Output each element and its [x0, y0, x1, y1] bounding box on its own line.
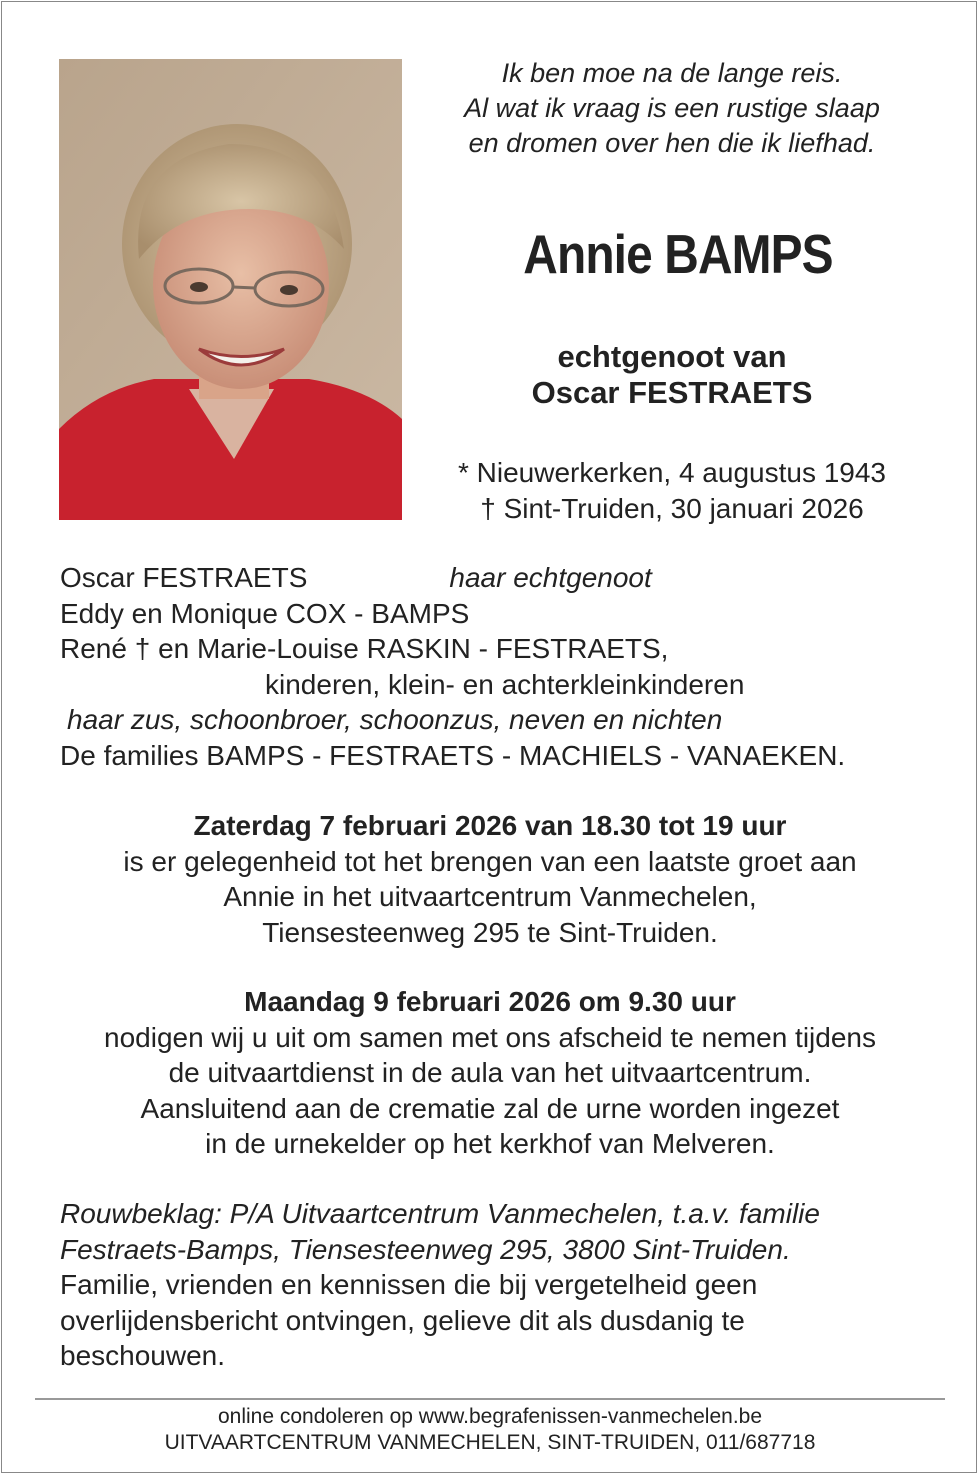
visitation-block — [40, 808, 940, 950]
condolence-address-line: Rouwbeklag: P/A Uitvaartcentrum Vanmechelen, t.a.v. familie — [60, 1198, 820, 1229]
notes-block — [60, 1196, 940, 1374]
notice-line: beschouwen. — [60, 1340, 226, 1371]
notice-line: overlijdensbericht ontvingen, gelieve dit als dusdanig te — [60, 1304, 745, 1336]
visitation-line: Annie in het uitvaartcentrum Vanmechelen, — [223, 881, 757, 912]
footer-contact: UITVAARTCENTRUM VANMECHELEN, SINT-TRUIDEN, 011/687718 — [164, 1431, 816, 1454]
deceased-name: Annie BAMPS — [523, 223, 833, 285]
visitation-line: is er gelegenheid tot het brengen van een laatste groet aan — [123, 845, 857, 877]
service-line: nodigen wij u uit om samen met ons afscheid te nemen tijdens — [104, 1021, 876, 1053]
family-name: Oscar FESTRAETS — [60, 562, 308, 593]
service-heading: Maandag 9 februari 2026 om 9.30 uur — [244, 986, 736, 1017]
poem-line: en dromen over hen die ik liefhad. — [468, 128, 876, 158]
service-line: Aansluitend aan de crematie zal de urne worden ingezet — [140, 1092, 840, 1124]
spouse-info — [420, 339, 924, 411]
birth-date: * Nieuwerkerken, 4 augustus 1943 — [457, 457, 887, 488]
family-line: De families BAMPS - FESTRAETS - MACHIELS - VANAEKEN. — [60, 739, 846, 771]
service-line: in de urnekelder op het kerkhof van Melveren. — [205, 1128, 775, 1159]
spouse-label: echtgenoot van — [557, 339, 787, 374]
poem-line: Al wat ik vraag is een rustige slaap — [464, 93, 880, 123]
poem-line: Ik ben moe na de lange reis. — [501, 58, 843, 88]
service-line: de uitvaartdienst in de aula van het uitvaartcentrum. — [168, 1057, 812, 1088]
life-dates — [420, 455, 924, 527]
family-line: kinderen, klein- en achterkleinkinderen — [265, 668, 745, 700]
family-line — [60, 560, 940, 596]
family-role: haar echtgenoot — [449, 562, 652, 593]
portrait-photo — [59, 59, 402, 520]
footer-website: online condoleren op www.begrafenissen-vanmechelen.be — [217, 1405, 763, 1428]
death-date: † Sint-Truiden, 30 januari 2026 — [480, 493, 864, 524]
footer — [40, 1404, 940, 1456]
footer-divider — [35, 1398, 945, 1400]
notice-line: Familie, vrienden en kennissen die bij vergetelheid geen — [60, 1269, 758, 1300]
visitation-line: Tiensesteenweg 295 te Sint-Truiden. — [262, 916, 718, 948]
visitation-heading: Zaterdag 7 februari 2026 van 18.30 tot 19 uur — [193, 810, 787, 841]
spouse-name: Oscar FESTRAETS — [531, 375, 813, 410]
family-line: Eddy en Monique COX - BAMPS — [60, 597, 470, 629]
service-block — [40, 984, 940, 1162]
family-line: René † en Marie-Louise RASKIN - FESTRAETS, — [60, 633, 669, 664]
condolence-address-line: Festraets-Bamps, Tiensesteenweg 295, 3800 Sint-Truiden. — [60, 1233, 791, 1265]
family-line: haar zus, schoonbroer, schoonzus, neven en nichten — [67, 704, 723, 735]
family-list — [60, 560, 940, 773]
poem — [420, 56, 924, 161]
